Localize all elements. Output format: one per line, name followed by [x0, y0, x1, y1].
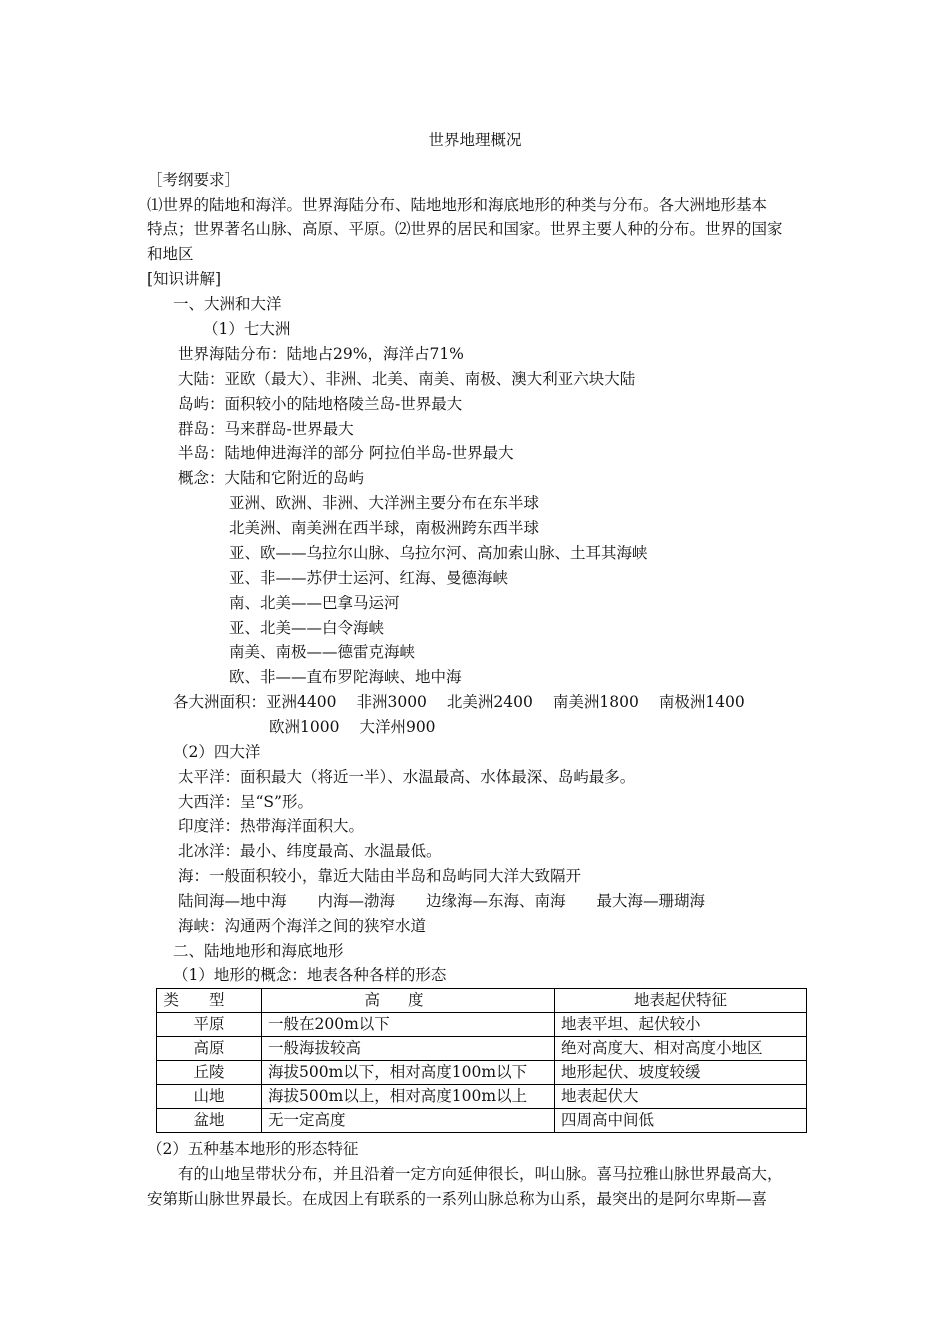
table-cell: 海拔500m以下，相对高度100m以下 — [262, 1061, 555, 1085]
paragraph-line: 有的山地呈带状分布，并且沿着一定方向延伸很长，叫山脉。喜马拉雅山脉世界最高大， — [178, 1165, 783, 1183]
text-line: 亚洲、欧洲、非洲、大洋洲主要分布在东半球 — [229, 494, 540, 512]
text-line: 概念：大陆和它附近的岛屿 — [178, 469, 365, 487]
table-cell: 地形起伏、坡度较缓 — [555, 1061, 807, 1085]
table-header-row — [157, 989, 807, 1013]
continent-areas-label: 各大洲面积： — [173, 693, 267, 711]
text-line: 亚、非——苏伊士运河、红海、曼德海峡 — [229, 569, 509, 587]
column-header-height: 高度 — [364, 991, 452, 1009]
table-cell: 盆地 — [157, 1109, 262, 1133]
paragraph-line: 安第斯山脉世界最长。在成因上有联系的一系列山脉总称为山系，最突出的是阿尔卑斯—喜 — [147, 1190, 768, 1208]
column-header — [262, 989, 555, 1013]
table-cell: 一般海拔较高 — [262, 1037, 555, 1061]
paragraph-line: 特点；世界著名山脉、高原、平原。⑵世界的居民和国家。世界主要人种的分布。世界的国家 — [147, 220, 783, 238]
subheading-five-landforms: （2）五种基本地形的形态特征 — [147, 1140, 359, 1158]
continent-area: 非洲3000 — [356, 693, 427, 711]
continent-area: 南美洲1800 — [552, 693, 639, 711]
table-cell: 山地 — [157, 1085, 262, 1109]
table-cell: 一般在200m以下 — [262, 1013, 555, 1037]
text-line: 南美、南极——德雷克海峡 — [229, 643, 416, 661]
text-line: 亚、欧——乌拉尔山脉、乌拉尔河、高加索山脉、土耳其海峡 — [229, 544, 648, 562]
continent-area: 南极洲1400 — [658, 693, 745, 711]
paragraph-line: ⑴世界的陆地和海洋。世界海陆分布、陆地地形和海底地形的种类与分布。各大洲地形基本 — [147, 196, 768, 214]
section-heading-knowledge: [知识讲解] — [147, 270, 222, 288]
subheading-seven-continents: （1）七大洲 — [203, 320, 291, 338]
text-line: 亚、北美——白令海峡 — [229, 619, 385, 637]
table-cell: 地表平坦、起伏较小 — [555, 1013, 807, 1037]
continent-area: 北美洲2400 — [446, 693, 533, 711]
table-cell: 高原 — [157, 1037, 262, 1061]
column-header — [157, 989, 262, 1013]
table-cell: 无一定高度 — [262, 1109, 555, 1133]
continent-area: 大洋州900 — [359, 718, 436, 736]
text-line: 南、北美——巴拿马运河 — [229, 594, 400, 612]
table-cell: 丘陵 — [157, 1061, 262, 1085]
text-line: 印度洋：热带海洋面积大。 — [178, 817, 365, 835]
text-line: 欧、非——直布罗陀海峡、地中海 — [229, 668, 462, 686]
text-line: 世界海陆分布：陆地占29%，海洋占71% — [178, 345, 464, 363]
table-row — [157, 1013, 807, 1037]
table-cell: 四周高中间低 — [555, 1109, 807, 1133]
column-header: 地表起伏特征 — [555, 989, 807, 1013]
table-cell: 地表起伏大 — [555, 1085, 807, 1109]
table-row — [157, 1085, 807, 1109]
text-line: 大陆：亚欧（最大）、非洲、北美、南美、南极、澳大利亚六块大陆 — [178, 370, 636, 388]
subheading-four-oceans: （2）四大洋 — [173, 743, 261, 761]
subheading-landform-concept: （1）地形的概念：地表各种各样的形态 — [173, 966, 447, 984]
table-cell: 平原 — [157, 1013, 262, 1037]
table-row — [157, 1037, 807, 1061]
section-heading-exam-requirements: ［考纲要求］ — [147, 171, 241, 189]
table-row — [157, 1109, 807, 1133]
text-line: 群岛：马来群岛-世界最大 — [178, 420, 354, 438]
text-line: 太平洋：面积最大（将近一半）、水温最高、水体最深、岛屿最多。 — [178, 768, 636, 786]
continent-area: 欧洲1000 — [269, 718, 340, 736]
text-line: 海峡：沟通两个海洋之间的狭窄水道 — [178, 917, 427, 935]
text-line: 北冰洋：最小、纬度最高、水温最低。 — [178, 842, 442, 860]
heading-landforms: 二、陆地地形和海底地形 — [173, 942, 344, 960]
text-line: 海：一般面积较小，靠近大陆由半岛和岛屿同大洋大致隔开 — [178, 867, 582, 885]
heading-continents-oceans: 一、大洲和大洋 — [173, 295, 282, 313]
landform-table — [156, 988, 807, 1133]
continent-areas-row-1 — [173, 691, 745, 713]
continent-area: 亚洲4400 — [266, 693, 337, 711]
text-line: 岛屿：面积较小的陆地格陵兰岛-世界最大 — [178, 395, 463, 413]
continent-areas-row-2 — [269, 716, 436, 738]
column-header-type: 类型 — [163, 991, 255, 1009]
paragraph-line: 和地区 — [147, 245, 194, 263]
text-line: 陆间海—地中海 内海—渤海 边缘海—东海、南海 最大海—珊瑚海 — [178, 892, 706, 910]
table-cell: 绝对高度大、相对高度小地区 — [555, 1037, 807, 1061]
table-cell: 海拔500m以上，相对高度100m以上 — [262, 1085, 555, 1109]
text-line: 半岛：陆地伸进海洋的部分 阿拉伯半岛-世界最大 — [178, 444, 514, 462]
page-title: 世界地理概况 — [428, 131, 522, 149]
text-line: 北美洲、南美洲在西半球，南极洲跨东西半球 — [229, 519, 540, 537]
table-row — [157, 1061, 807, 1085]
text-line: 大西洋：呈“S”形。 — [178, 793, 313, 811]
